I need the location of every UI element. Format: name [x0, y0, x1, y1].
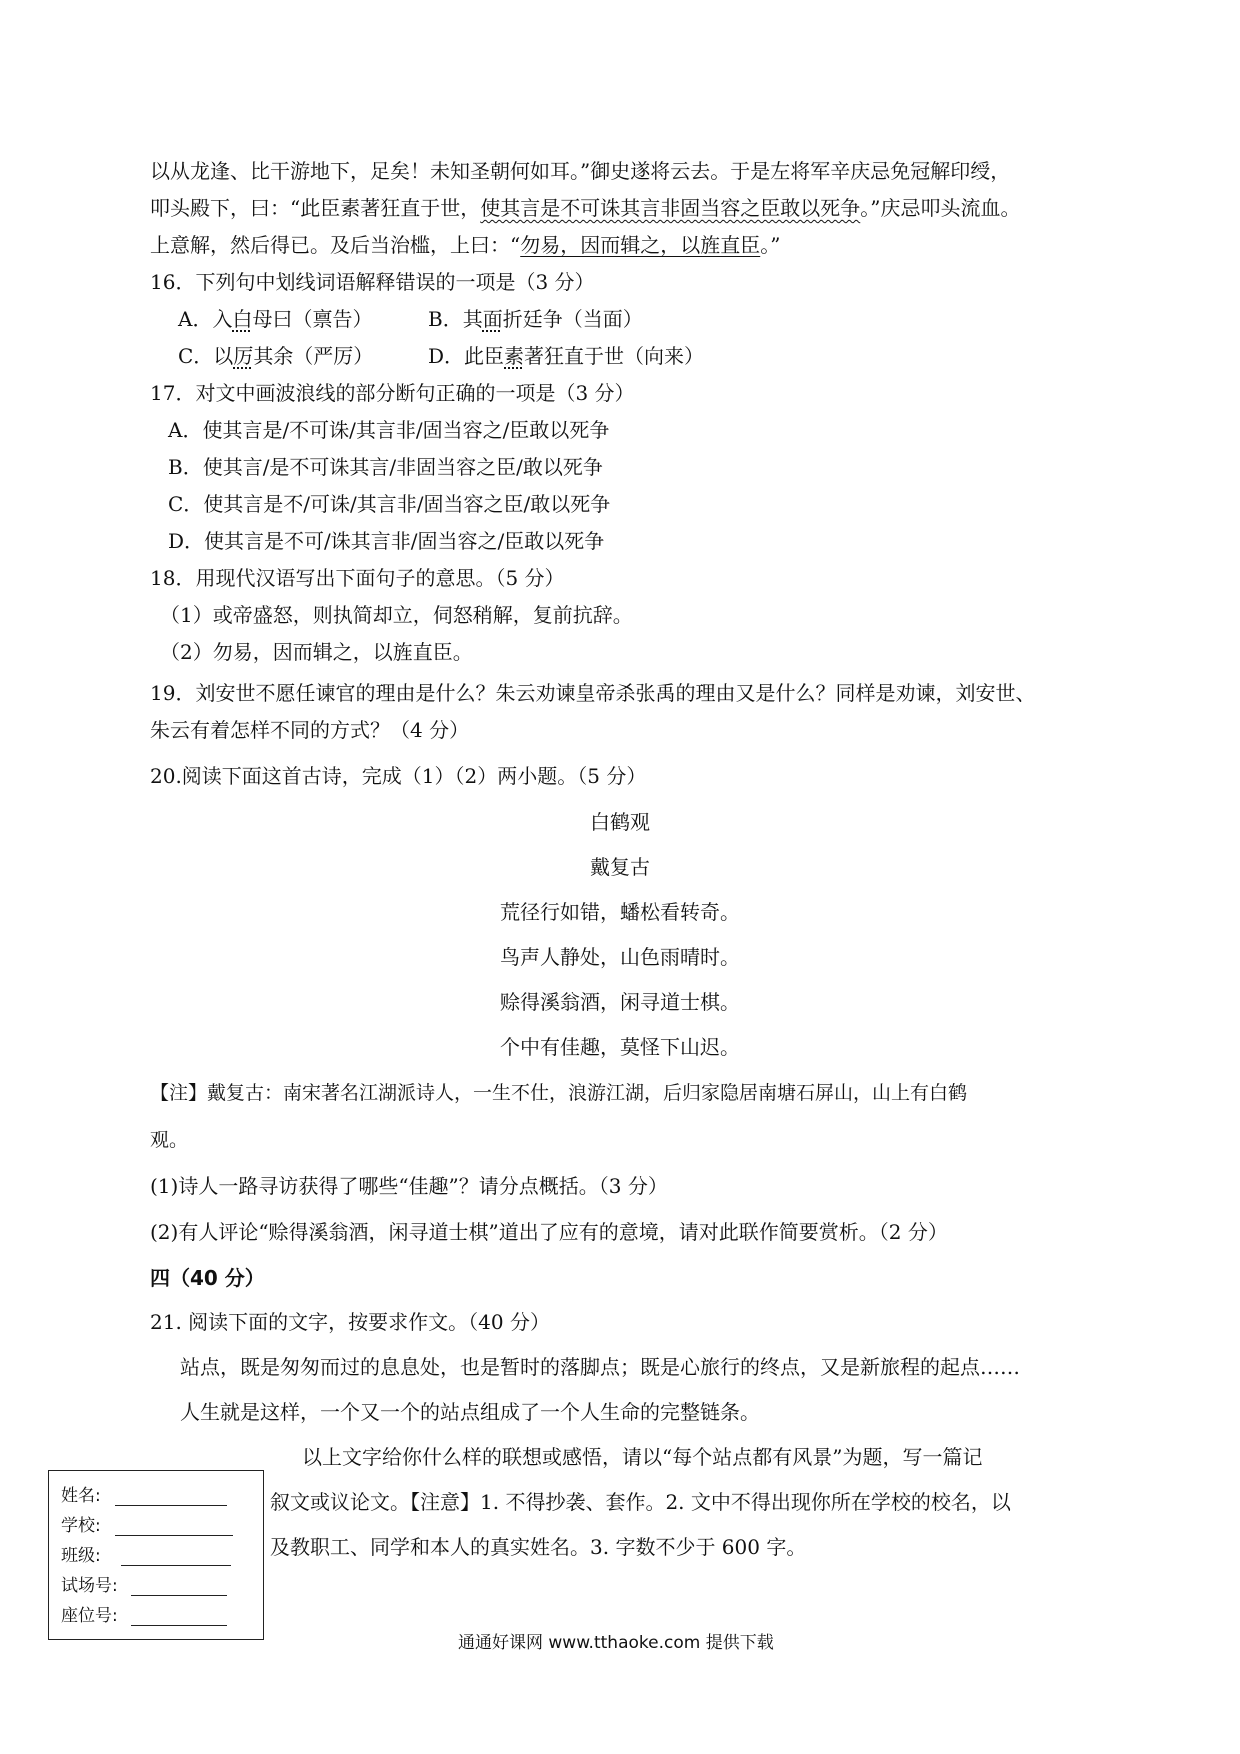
name-field[interactable]	[115, 1505, 227, 1506]
q18-sentence-1: （1）或帝盛怒，则执简却立，伺怒稍解，复前抗辞。	[160, 603, 633, 627]
section-4-heading: 四（40 分）	[150, 1266, 265, 1290]
poem-line-3: 赊得溪翁酒，闲寻道士棋。	[500, 990, 740, 1014]
class-label: 班级:	[61, 1546, 101, 1566]
q20-sub-question-1: (1)诗人一路寻访获得了哪些“佳趣”？请分点概括。（3 分）	[150, 1174, 668, 1198]
passage-line-2-start: 叩头殿下，曰：“此臣素著狂直于世，	[150, 196, 481, 220]
poem-line-1: 荒径行如错，蟠松看转奇。	[500, 900, 740, 924]
poem-line-4: 个中有佳趣，莫怪下山迟。	[500, 1035, 740, 1059]
q16-c-prefix: C．以	[178, 344, 234, 368]
q20-stem: 20.阅读下面这首古诗，完成（1）（2）两小题。（5 分）	[150, 764, 647, 788]
exam-room-label: 试场号:	[61, 1576, 118, 1596]
poem-author: 戴复古	[590, 855, 650, 879]
q19-line-2: 朱云有着怎样不同的方式？（4 分）	[150, 718, 470, 742]
q17-option-a: A．使其言是/不可诛/其言非/固当容之/臣敢以死争	[168, 418, 610, 442]
q17-option-c: C．使其言是不/可诛/其言非/固当容之臣/敢以死争	[168, 492, 611, 516]
q17-stem: 17．对文中画波浪线的部分断句正确的一项是（3 分）	[150, 381, 635, 405]
q21-requirement-line-2: 叙文或议论文。【注意】1. 不得抄袭、套作。2. 文中不得出现你所在学校的校名，以	[270, 1490, 1011, 1514]
q20-sub-question-2: (2)有人评论“赊得溪翁酒，闲寻道士棋”道出了应有的意境，请对此联作简要赏析。（2 分）	[150, 1220, 948, 1244]
q16-b-prefix: B．其	[428, 307, 483, 331]
q16-a-keyword: 白	[232, 307, 253, 331]
q16-stem: 16．下列句中划线词语解释错误的一项是（3 分）	[150, 270, 595, 294]
school-label: 学校:	[61, 1516, 101, 1536]
passage-line-2	[150, 194, 1020, 222]
q21-requirement-line-3: 及教职工、同学和本人的真实姓名。3. 字数不少于 600 字。	[270, 1535, 807, 1559]
q17-option-d: D．使其言是不可/诛其言非/固当容之/臣敢以死争	[168, 529, 605, 553]
wavy-underlined-sentence: 使其言是不可诛其言非固当容之臣敢以死争	[480, 196, 861, 220]
q16-option-d	[428, 342, 704, 370]
q21-stem: 21. 阅读下面的文字，按要求作文。（40 分）	[150, 1310, 550, 1334]
q16-a-prefix: A．入	[178, 307, 233, 331]
q21-requirement-line-1: 以上文字给你什么样的联想或感悟，请以“每个站点都有风景”为题，写一篇记	[302, 1445, 983, 1469]
poem-note-line-2: 观。	[150, 1129, 189, 1151]
q18-sentence-2: （2）勿易，因而辑之，以旌直臣。	[160, 640, 473, 664]
q16-c-suffix: 其余（严厉）	[253, 344, 374, 368]
poem-line-2: 鸟声人静处，山色雨晴时。	[500, 945, 740, 969]
q16-d-prefix: D．此臣	[428, 344, 505, 368]
passage-line-3-end: 。”	[760, 233, 781, 257]
underlined-sentence: 勿易，因而辑之，以旌直臣	[520, 233, 761, 257]
footer-source: 通通好课网 www.tthaoke.com 提供下载	[458, 1633, 774, 1653]
q16-a-suffix: 母曰（禀告）	[252, 307, 373, 331]
q16-d-keyword: 素	[504, 344, 525, 368]
exam-room-field[interactable]	[131, 1595, 227, 1596]
q16-d-suffix: 著狂直于世（向来）	[524, 344, 705, 368]
q16-option-c	[178, 342, 373, 370]
passage-line-1: 以从龙逢、比干游地下，足矣！未知圣朝何如耳。”御史遂将云去。于是左将军辛庆忌免冠解印绶，	[150, 159, 1011, 183]
q19-line-1: 19．刘安世不愿任谏官的理由是什么？朱云劝谏皇帝杀张禹的理由又是什么？同样是劝谏，刘安世、	[150, 681, 1036, 705]
name-label: 姓名:	[61, 1486, 101, 1506]
seat-field[interactable]	[131, 1625, 227, 1626]
q21-material-2: 人生就是这样，一个又一个的站点组成了一个人生命的完整链条。	[180, 1400, 760, 1424]
poem-note-line-1: 【注】戴复古：南宋著名江湖派诗人，一生不仕，浪游江湖，后归家隐居南塘石屏山，山上有白鹤	[150, 1082, 968, 1104]
q16-option-a	[178, 305, 372, 333]
student-info-box	[48, 1470, 264, 1640]
q16-option-b	[428, 305, 643, 333]
q21-material-1: 站点，既是匆匆而过的息息处，也是暂时的落脚点；既是心旅行的终点，又是新旅程的起点……	[180, 1355, 1020, 1379]
q16-b-suffix: 折廷争（当面）	[502, 307, 643, 331]
poem-title: 白鹤观	[590, 810, 650, 834]
q16-b-keyword: 面	[482, 307, 503, 331]
seat-label: 座位号:	[61, 1606, 118, 1626]
school-field[interactable]	[115, 1535, 233, 1536]
passage-line-3-start: 上意解，然后得已。及后当治槛，上曰：“	[150, 233, 521, 257]
q17-option-b: B．使其言/是不可诛其言/非固当容之臣/敢以死争	[168, 455, 603, 479]
class-field[interactable]	[121, 1565, 231, 1566]
passage-line-3	[150, 231, 780, 259]
passage-line-2-end: 。”庆忌叩头流血。	[860, 196, 1021, 220]
q16-c-keyword: 厉	[233, 344, 254, 368]
q18-stem: 18．用现代汉语写出下面句子的意思。（5 分）	[150, 566, 565, 590]
